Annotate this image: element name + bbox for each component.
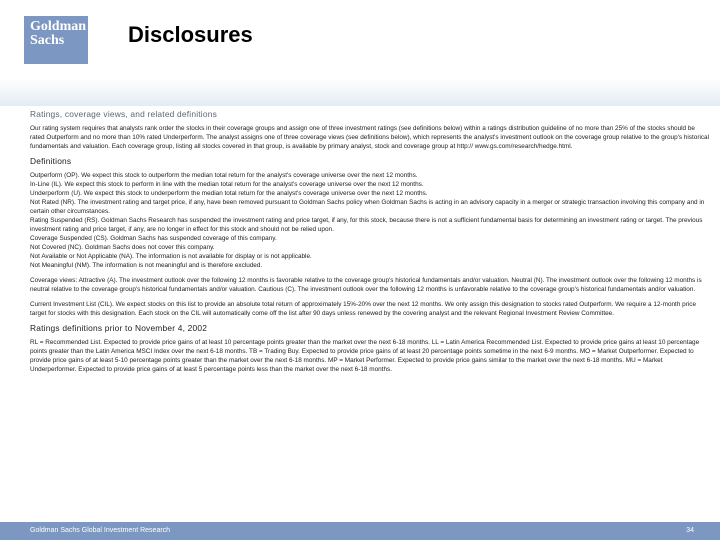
logo-line-2: Sachs xyxy=(30,33,65,48)
definition-item: Underperform (U). We expect this stock to underperform the median total return for the analyst's coverage universe over the next 12 months. xyxy=(30,190,428,197)
current-investment-list-paragraph: Current Investment List (CIL). We expect stocks on this list to provide an absolute total return of approximately 15%-20% over the next 12 months. We only assign this designation to stocks rated Outperform. We require a 12-month price target for stocks with this designation. Each stock on the CIL will automatically come off the list after 90 days unless renewed by the covering analyst and the relevant Regional Investment Review Committee. xyxy=(30,301,697,317)
page-number: 34 xyxy=(686,527,694,534)
definitions-heading: Definitions xyxy=(30,156,72,166)
footer-bar xyxy=(0,522,720,540)
definition-item: Outperform (OP). We expect this stock to outperform the median total return for the analyst's coverage universe over the next 12 months. xyxy=(30,172,418,179)
disclosures-content xyxy=(30,110,710,380)
prior-ratings-heading: Ratings definitions prior to November 4, 2002 xyxy=(30,323,208,333)
definition-item: Not Available or Not Applicable (NA). The information is not available for display or is not applicable. xyxy=(30,253,312,260)
ratings-section-body: Our rating system requires that analysts rank order the stocks in their coverage groups and assign one of three investment ratings (see definitions below) within a ratings distribution guideline of no more than 25% of the stocks should be rated Outperform and no more than 10% rated Underperform. The analyst assigns one of three coverage views (see definitions below), which represents the analyst's investment outlook on the coverage group relative to the group's historical fundamentals and valuation. Each coverage group, listing all stocks covered in that group, is available by primary analyst, stock and coverage group at http:// www.gs.com/research/hedge.html. xyxy=(30,125,710,150)
definition-item: Rating Suspended (RS). Goldman Sachs Research has suspended the investment rating and price target, if any, for this stock, because there is not a sufficient fundamental basis for determining an investment rating or target. The previous investment rating and price target, if any, are no longer in effect for this stock and should not be relied upon. xyxy=(30,217,703,233)
definition-item: Not Meaningful (NM). The information is not meaningful and is therefore excluded. xyxy=(30,262,263,269)
header-band xyxy=(0,78,720,106)
definition-item: In-Line (IL). We expect this stock to perform in line with the median total return for the analyst's coverage universe over the next 12 months. xyxy=(30,181,424,188)
prior-ratings-body: RL = Recommended List. Expected to provide price gains of at least 10 percentage points greater than the market over the next 6-18 months. LL = Latin America Recommended List. Expected to provide price gains at least 10 percentage points greater than the Latin America MSCI Index over the next 6-18 months. TB = Trading Buy. Expected to provide price gains of at least 20 percentage points sometime in the next 6-9 months. MO = Market Outperformer. Expected to provide price gains of at least 5-10 percentage points greater than the market over the next 6-18 months. MP = Market Performer. Expected to provide price gains similar to the market over the next 6-18 months. MU = Market Underperformer. Expected to provide price gains of at least 5 percentage points less than the market over the next 6-18 months. xyxy=(30,339,700,373)
coverage-views-paragraph: Coverage views: Attractive (A). The investment outlook over the following 12 months is favorable relative to the coverage group's historical fundamentals and/or valuation. Neutral (N). The investment outlook over the following 12 months is neutral relative to the coverage group's historical fundamentals and/or valuation. Cautious (C). The investment outlook over the following 12 months is unfavorable relative to the coverage group's historical fundamentals and/or valuation. xyxy=(30,277,702,293)
logo-line-1: Goldman xyxy=(30,19,87,34)
footer-source: Goldman Sachs Global Investment Research xyxy=(30,527,171,534)
goldman-sachs-logo xyxy=(24,16,88,64)
definition-item: Coverage Suspended (CS). Goldman Sachs has suspended coverage of this company. xyxy=(30,235,277,242)
page-title: Disclosures xyxy=(128,22,253,47)
definition-item: Not Covered (NC). Goldman Sachs does not cover this company. xyxy=(30,244,215,251)
definitions-list xyxy=(30,171,710,270)
definition-item: Not Rated (NR). The investment rating and target price, if any, have been removed pursuant to Goldman Sachs policy when Goldman Sachs is acting in an advisory capacity in a merger or strategic transaction involving this company and in certain other circumstances. xyxy=(30,199,705,215)
ratings-section-heading: Ratings, coverage views, and related definitions xyxy=(30,109,217,119)
